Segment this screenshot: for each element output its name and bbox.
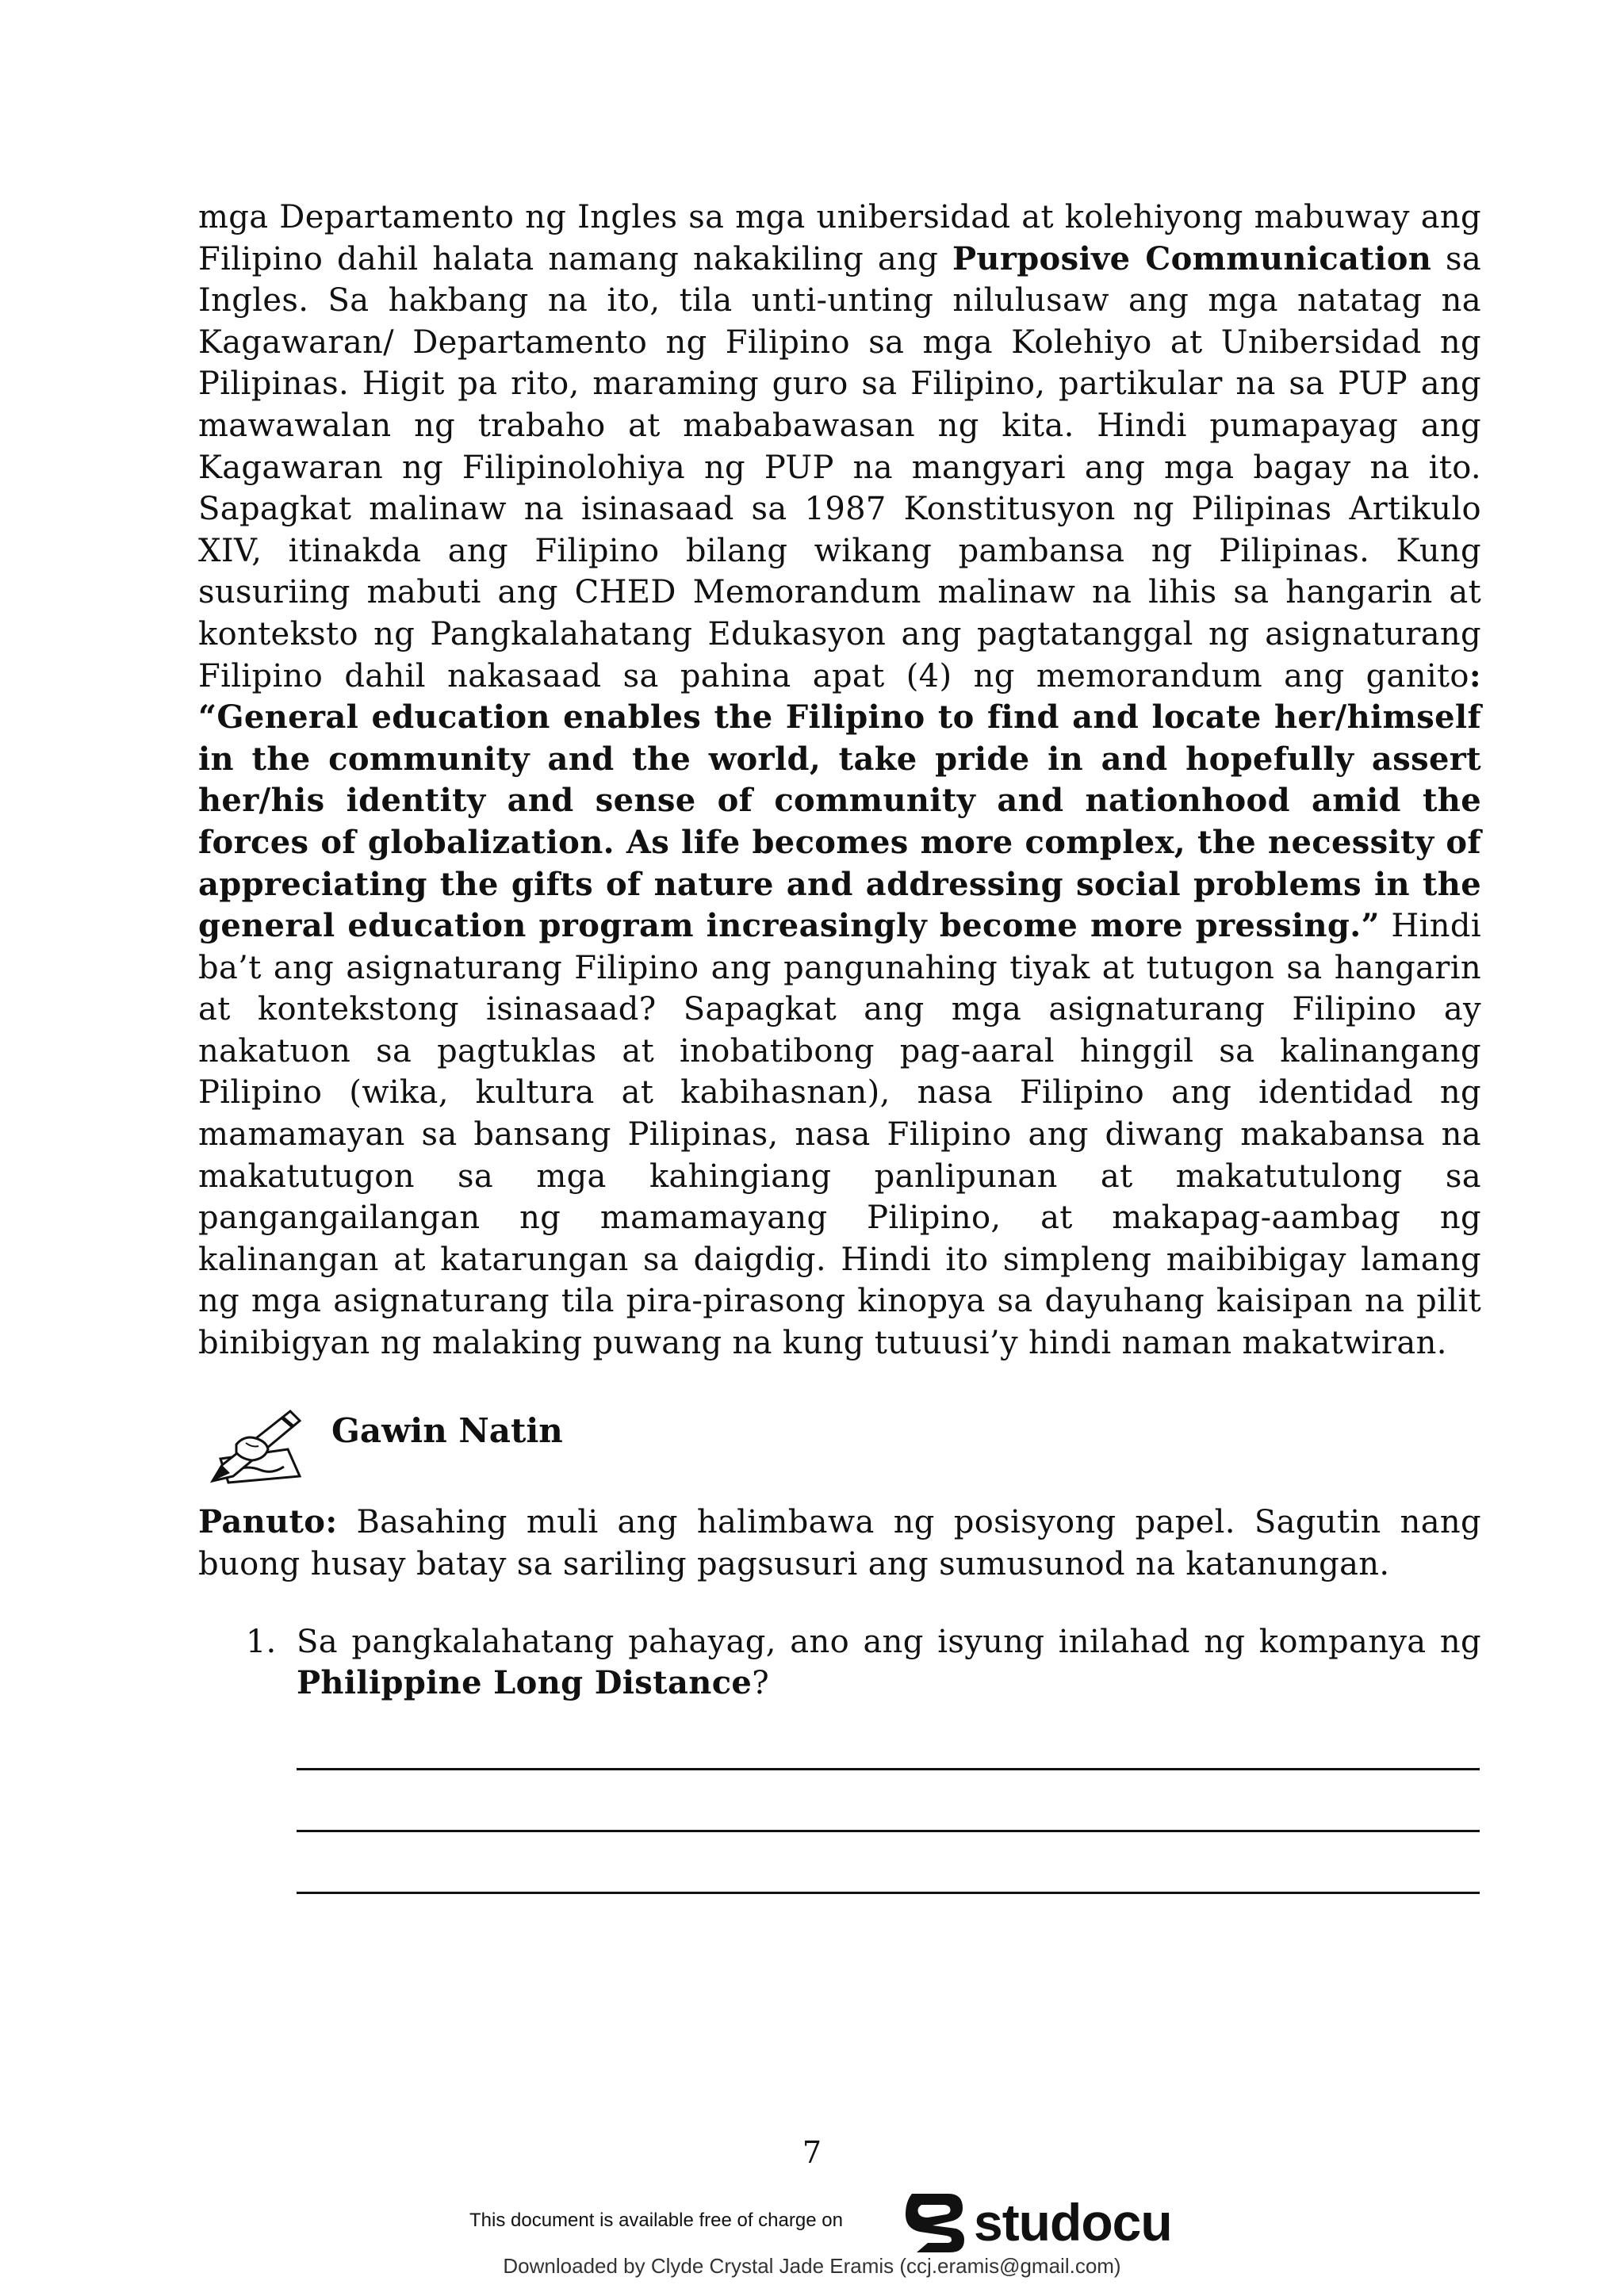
answer-line[interactable] [297,1892,1480,1894]
question-number: 1. [246,1624,277,1660]
question-text-part: Sa pangkalahatang pahayag, ano ang isyung inilahad ng kompanya ng [297,1624,1481,1660]
section-header [198,1403,1481,1490]
instructions [198,1502,1481,1585]
page-number: 7 [802,2135,822,2170]
section-title: Gawin Natin [331,1411,563,1450]
question-item [198,1621,1481,1704]
footer-downloaded-by: Downloaded by Clyde Crystal Jade Eramis (ccj.eramis@gmail.com) [503,2254,1121,2278]
answer-line[interactable] [297,1830,1480,1832]
footer-availability: This document is available free of charge on [469,2210,843,2231]
instructions-text: Basahing muli ang halimbawa ng posisyong papel. Sagutin nang buong husay batay sa sariling pagsusuri ang sumusunod na katanungan. [198,1504,1481,1582]
colon: : [1469,656,1481,695]
studocu-s-icon [901,2191,967,2254]
answer-line[interactable] [297,1768,1480,1770]
instructions-paragraph [198,1502,1481,1585]
question-text-part: ? [752,1665,769,1701]
instructions-label: Panuto: [198,1503,338,1540]
studocu-wordmark: studocu [974,2193,1172,2252]
bold-quote: “General education enables the Filipino to find and locate her/himself in the community and the world, take pride in and hopefully assert her/his identity and sense of community and nationhood amid the forces of globalization. As life becomes more complex, the necessity of appreciating the gifts of nature and addressing social problems in the general education program increasingly become more pressing.” [198,698,1481,945]
studocu-logo[interactable] [901,2191,1170,2254]
body-text: Hindi ba’t ang asignaturang Filipino ang pangunahing tiyak at tutugon sa hangarin at kontekstong isinasaad? Sapagkat ang mga asignaturang Filipino ay nakatuon sa pagtuklas at inobatibong pag-aaral hinggil sa kalinangang Pilipino (wika, kultura at kabihasnan), nasa Filipino ang identidad ng mamamayan sa bansang Pilipinas, nasa Filipino ang diwang makabansa na makatutugon sa mga kahingiang panlipunan at makatutulong sa pangangailangan ng mamamayang Pilipino, at makapag-aambag ng kalinangan at katarungan sa daigdig. Hindi ito simpleng maibibigay lamang ng mga asignaturang tila pira-pirasong kinopya sa dayuhang kaisipan na pilit binibigyan ng malaking puwang na kung tutuusi’y hindi naman makatwiran. [198,908,1482,1362]
body-paragraph [198,197,1481,1364]
pen-writing-icon [205,1403,308,1487]
question-bold-term: Philippine Long Distance [297,1664,753,1701]
bold-term: Purposive Communication [952,239,1432,277]
body-text: sa Ingles. Sa hakbang na ito, tila unti-unting nilulusaw ang mga natatag na Kagawaran/ Departamento ng Filipino sa mga Kolehiyo at Unibersidad ng Pilipinas. Higit pa rito, maraming guro sa Filipino, partikular na sa PUP ang mawawalan ng trabaho at mababawasan ng kita. Hindi pumapayag ang Kagawaran ng Filipinolohiya ng PUP na mangyari ang mga bagay na ito. Sapagkat malinaw na isinasaad sa 1987 Konstitusyon ng Pilipinas Artikulo XIV, itinakda ang Filipino bilang wikang pambansa ng Pilipinas. Kung susuriing mabuti ang CHED Memorandum malinaw na lihis sa hangarin at konteksto ng Pangkalahatang Edukasyon ang pagtatanggal ng asignaturang Filipino dahil nakasaad sa pahina apat (4) ng memorandum ang ganito [198,240,1482,695]
body-text: mga Departamento ng Ingles sa mga unibersidad at kolehiyong mabuway ang Filipino dahil halata namang nakakiling ang [198,199,1481,277]
main-text [198,197,1481,1364]
question-text [297,1621,1481,1704]
